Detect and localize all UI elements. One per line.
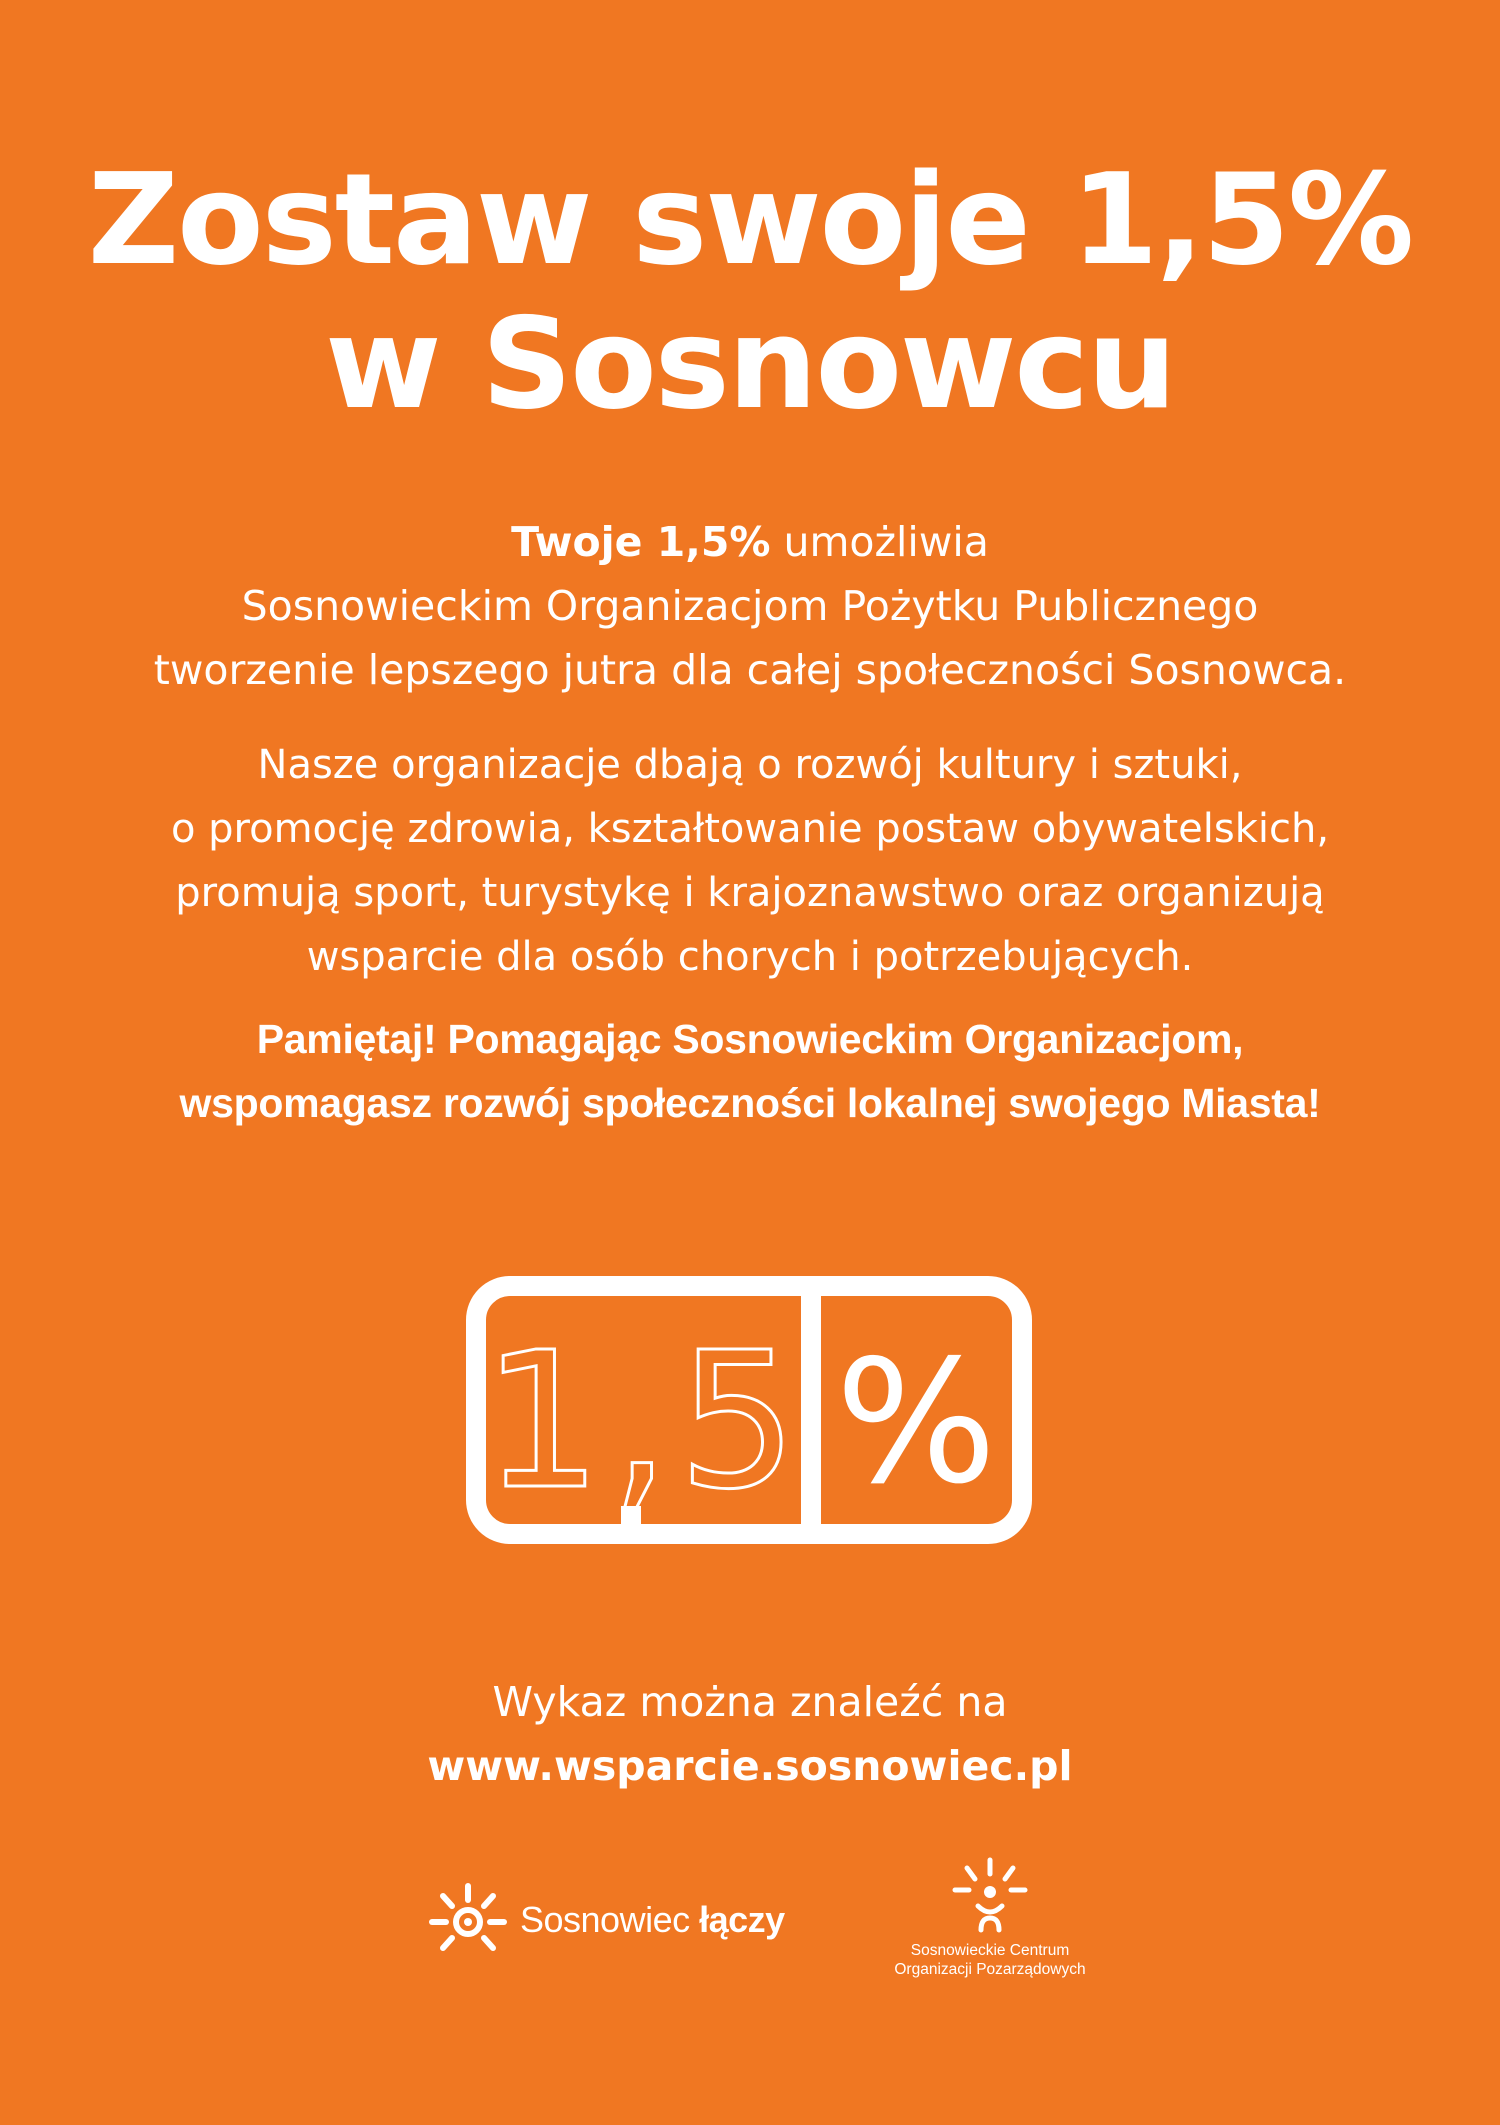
body-line: Nasze organizacje dbają o rozwój kultury i sztuki,: [257, 742, 1243, 788]
intro-lead-bold: Twoje 1,5%: [511, 518, 771, 566]
reminder-line-2: wspomagasz rozwój społeczności lokalnej swojego Miasta!: [179, 1080, 1321, 1126]
sun-person-icon: [945, 1856, 1035, 1936]
footer-line-1: Wykaz można znaleźć na: [492, 1678, 1008, 1726]
logo-right-line-2: Organizacji Pozarządowych: [894, 1961, 1086, 1978]
headline-line-2: w Sosnowcu: [325, 290, 1175, 437]
body-line: o promocję zdrowia, kształtowanie postaw obywatelskich,: [170, 806, 1330, 852]
logo-left-text: [520, 1899, 785, 1941]
sosnowiec-laczy-logo: [428, 1880, 785, 1960]
headline: [0, 148, 1500, 436]
reminder-paragraph: [0, 1007, 1500, 1135]
reminder-line-1: Pamiętaj! Pomagając Sosnowieckim Organizacjom,: [256, 1016, 1244, 1062]
sun-icon: [428, 1880, 508, 1960]
percent-badge: [466, 1276, 1032, 1544]
badge-number: 1,5: [482, 1312, 806, 1531]
logo-left-name-bold: łączy: [699, 1899, 785, 1940]
body-line: wsparcie dla osób chorych i potrzebujących.: [306, 934, 1194, 980]
footer: [0, 1670, 1500, 1798]
headline-line-1: Zostaw swoje 1,5%: [87, 146, 1413, 293]
logo-left-name: Sosnowiec: [520, 1899, 690, 1940]
logo-right-line-1: Sosnowieckie Centrum: [910, 1942, 1070, 1959]
footer-url-link[interactable]: www.wsparcie.sosnowiec.pl: [427, 1742, 1073, 1790]
intro-line-3: tworzenie lepszego jutra dla całej społeczności Sosnowca.: [153, 646, 1347, 694]
intro-paragraph: [0, 510, 1500, 702]
body-line: promują sport, turystykę i krajoznawstwo oraz organizują: [175, 870, 1325, 916]
intro-lead-rest: umożliwia: [770, 518, 989, 566]
intro-line-1: [0, 510, 1500, 574]
body-paragraph: [0, 733, 1500, 989]
sc-op-logo: [860, 1856, 1120, 1979]
badge-percent: %: [835, 1324, 997, 1522]
intro-line-2: Sosnowieckim Organizacjom Pożytku Publicznego: [241, 582, 1259, 630]
